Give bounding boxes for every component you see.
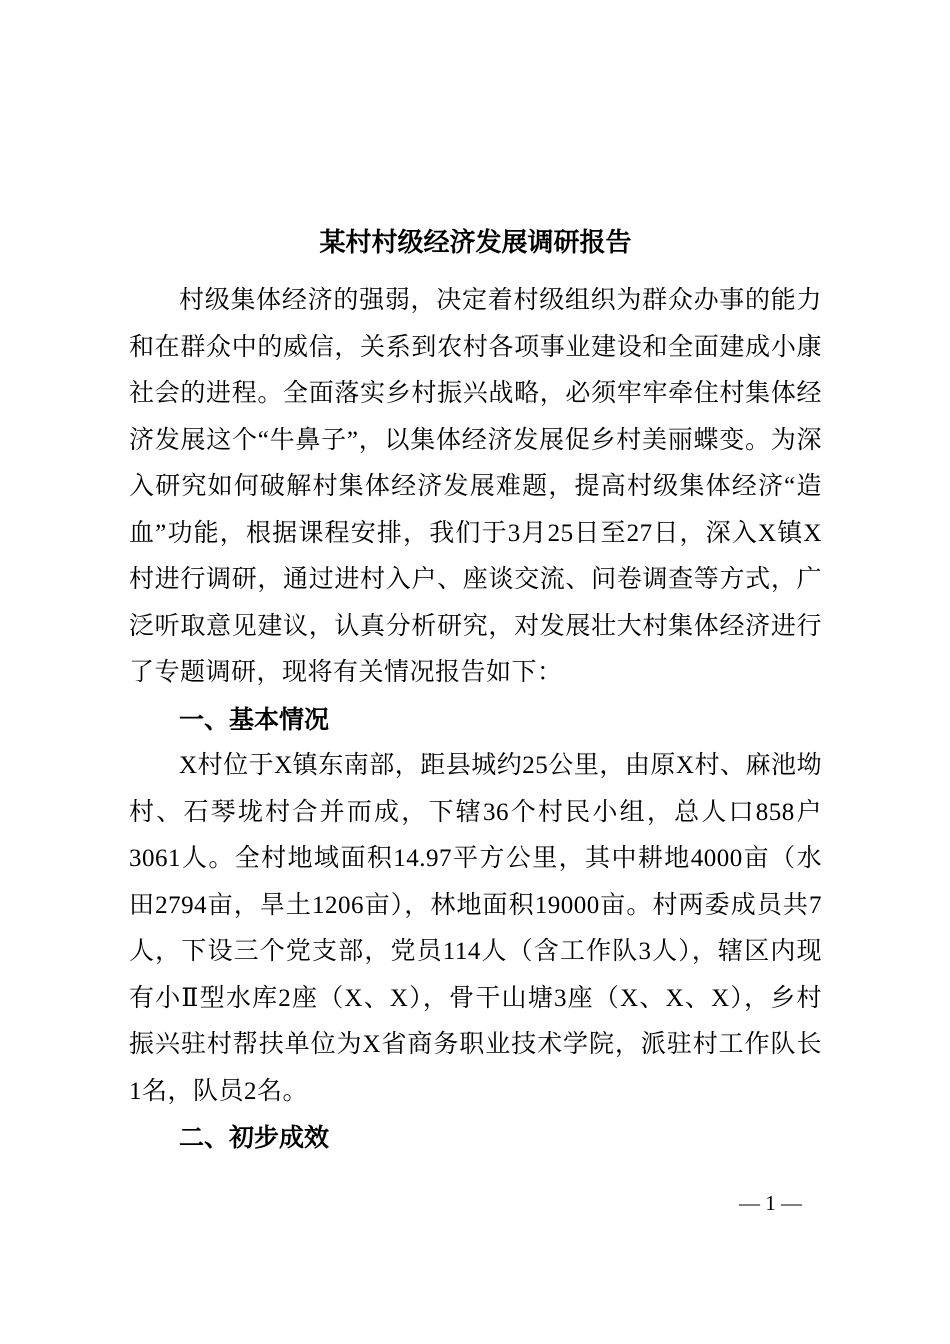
section-heading-1: 一、基本情况 xyxy=(179,705,330,734)
page-number: — 1 — xyxy=(739,1191,802,1215)
section-heading-2: 二、初步成效 xyxy=(179,1124,330,1152)
section-paragraph-1: X村位于X镇东南部，距县城约25公里，由原X村、麻池坳村、石琴垅村合并而成，下辖36个村民小组，总人口858户3061人。全村地域面积14.97平方公里，其中耕地4000亩（水田2794亩，旱土1206亩），林地面积19000亩。村两委成员共7人，下设三个党支部，党员114人（含工作队3人），辖区内现有小Ⅱ型水库2座（X、X），骨干山塘3座（X、X、X），乡村振兴驻村帮扶单位为X省商务职业技术学院，派驻村工作队长1名，队员2名。 xyxy=(129,752,822,1105)
document-title: 某村村级经济发展调研报告 xyxy=(319,228,632,257)
intro-paragraph: 村级集体经济的强弱，决定着村级组织为群众办事的能力和在群众中的威信，关系到农村各项事业建设和全面建成小康社会的进程。全面落实乡村振兴战略，必须牢牢牵住村集体经济发展这个“牛鼻子”，以集体经济发展促乡村美丽蝶变。为深入研究如何破解村集体经济发展难题，提高村级集体经济“造血”功能，根据课程安排，我们于3月25日至27日，深入X镇X村进行调研，通过进村入户、座谈交流、问卷调查等方式，广泛听取意见建议，认真分析研究，对发展壮大村集体经济进行了专题调研，现将有关情况报告如下： xyxy=(129,287,822,686)
document-content xyxy=(129,220,822,1162)
